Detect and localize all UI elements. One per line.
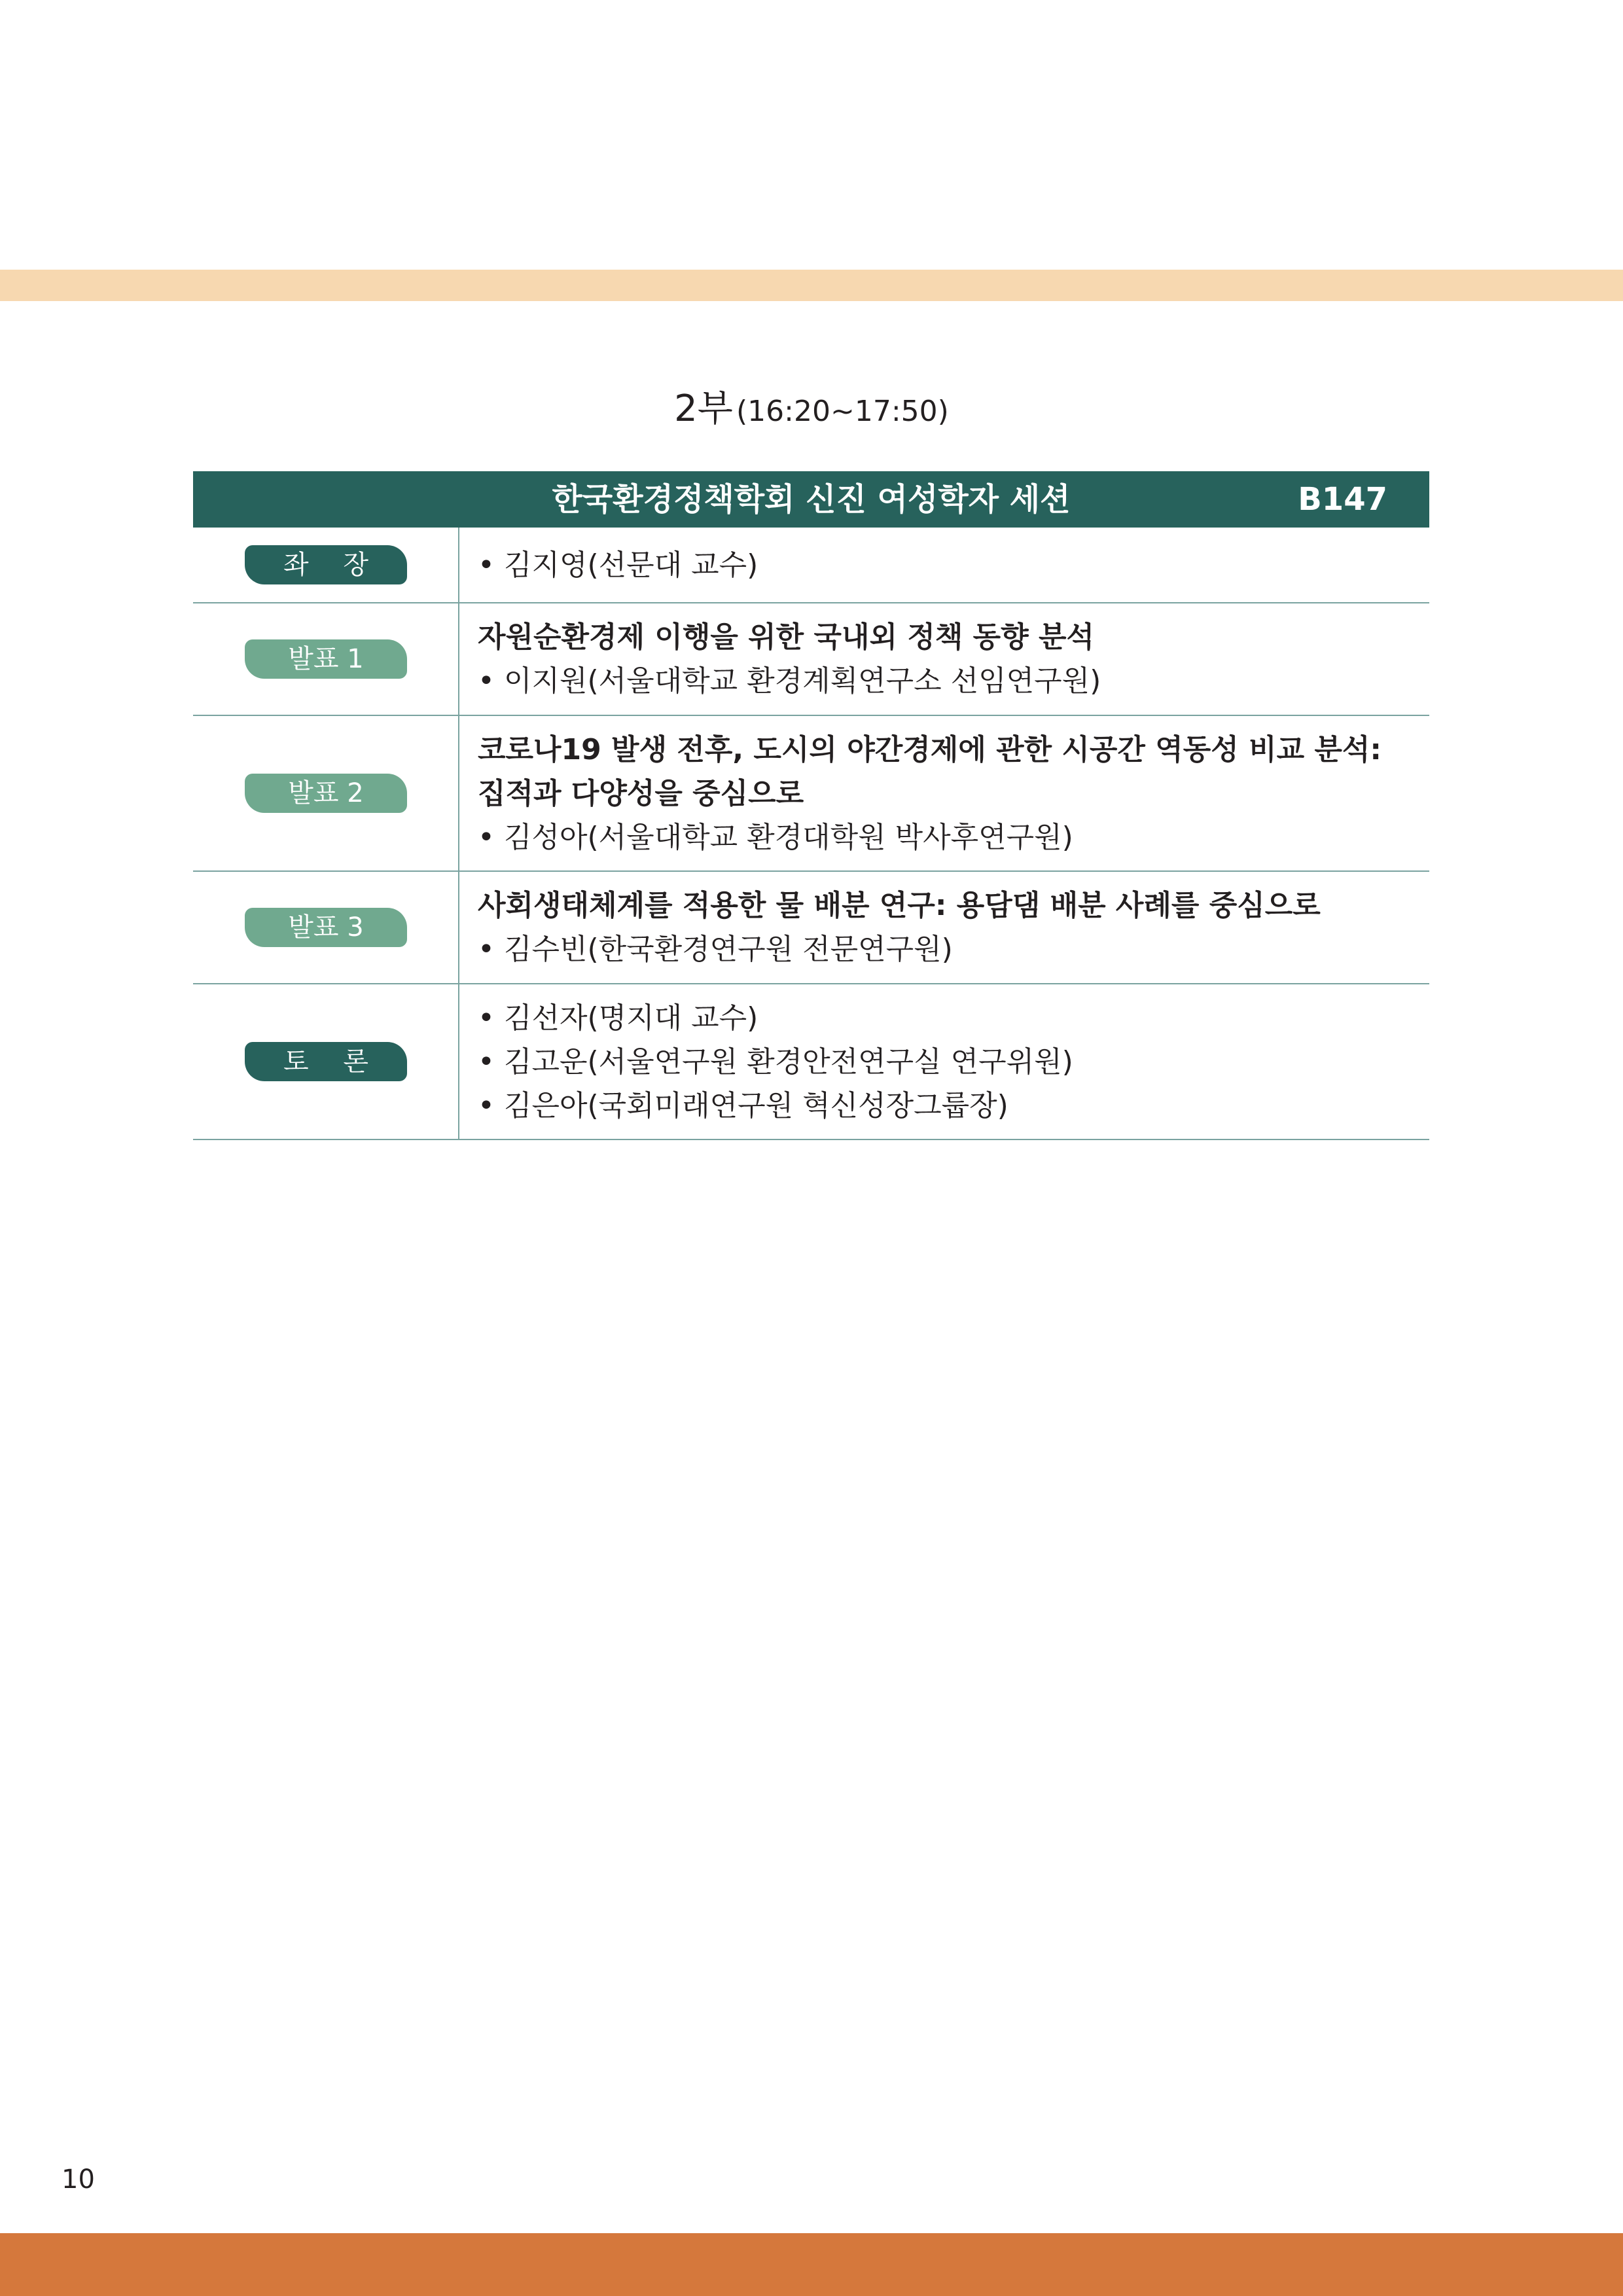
paper-title-line-2: 집적과 다양성을 중심으로 [478,776,804,810]
role-badge-chair: 좌 장 [245,545,407,584]
person-entry: • 김선자(명지대 교수) [478,996,1429,1040]
schedule-row-discussion [193,984,1429,1140]
person-entry: • 김고운(서울연구원 환경안전연구실 연구위원) [478,1040,1429,1084]
part-time: (16:20~17:50) [736,395,949,428]
session-header [193,471,1429,528]
session-schedule-table [193,471,1429,1140]
bottom-decorative-band [0,2233,1623,2296]
session-title: 한국환경정책학회 신진 여성학자 세션 [552,481,1071,518]
role-cell [193,603,459,715]
paper-title-line-1: 코로나19 발생 전후, 도시의 야간경제에 관한 시공간 역동성 비교 분석: [478,732,1382,766]
schedule-row-presentation-1 [193,603,1429,716]
paper-title: 자원순환경제 이행을 위한 국내외 정책 동향 분석 [478,620,1094,654]
content-cell [459,872,1429,983]
content-cell [459,984,1429,1139]
role-badge-presentation-3: 발표 3 [245,908,407,947]
person-entry: • 김지영(선문대 교수) [478,543,1429,587]
session-room: B147 [1298,481,1387,518]
person-entry: • 이지원(서울대학교 환경계획연구소 선임연구원) [478,659,1429,703]
role-badge-discussion: 토 론 [245,1042,407,1081]
paper-title: 사회생태체계를 적용한 물 배분 연구: 용담댐 배분 사례를 중심으로 [478,889,1321,922]
content-cell [459,528,1429,602]
content-cell [459,603,1429,715]
top-decorative-band [0,270,1623,301]
role-cell [193,872,459,983]
schedule-row-presentation-2 [193,716,1429,872]
person-entry: • 김수빈(한국환경연구원 전문연구원) [478,927,1429,971]
role-cell [193,528,459,602]
part-label: 2부 [674,387,733,430]
person-entry: • 김은아(국회미래연구원 혁신성장그룹장) [478,1084,1429,1128]
content-cell [459,716,1429,870]
role-cell [193,716,459,870]
part-title [0,386,1623,440]
schedule-row-chair [193,528,1429,603]
role-badge-presentation-1: 발표 1 [245,639,407,679]
person-entry: • 김성아(서울대학교 환경대학원 박사후연구원) [478,816,1429,859]
page-number: 10 [62,2164,95,2195]
role-cell [193,984,459,1139]
role-badge-presentation-2: 발표 2 [245,774,407,813]
schedule-row-presentation-3 [193,872,1429,984]
